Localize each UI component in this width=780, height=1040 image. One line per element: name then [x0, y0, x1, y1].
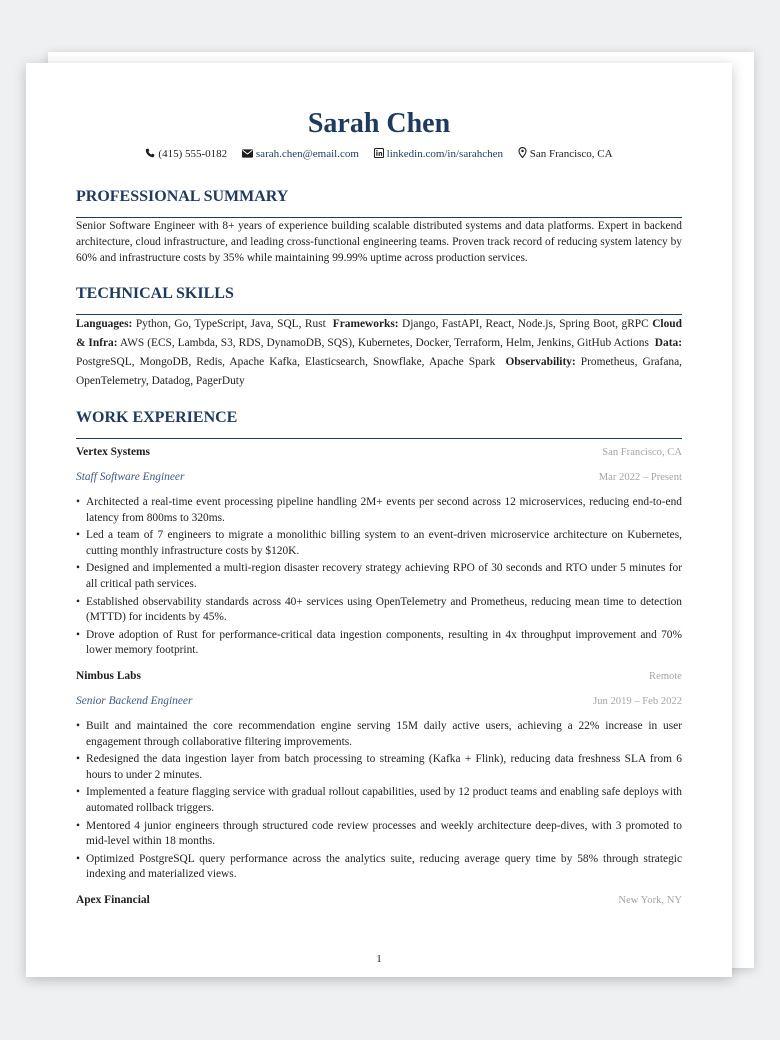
summary-text: Senior Software Engineer with 8+ years of experience building scalable distributed systems and data platforms. Expert in backend architecture, cloud infrastructure, and leading cross-functional engineering teams. Proven track record of reducing system latency by 60% and infrastructure costs by 35% while maintaining 99.99% uptime across production services.	[76, 220, 682, 264]
skill-value: Prometheus, Grafana, OpenTelemetry, Datadog, PagerDuty	[76, 356, 682, 387]
skills-text	[76, 315, 682, 391]
map-pin-icon	[518, 147, 527, 158]
contact-linkedin[interactable]	[374, 147, 503, 161]
skill-value: Django, FastAPI, React, Node.js, Spring Boot, gRPC	[402, 318, 649, 330]
contact-bar	[76, 147, 682, 161]
job-bullets	[76, 719, 682, 883]
skill-label: Observability:	[505, 356, 576, 368]
email-link[interactable]: sarah.chen@email.com	[255, 148, 359, 160]
page-number: 1	[376, 953, 382, 965]
phone-text: (415) 555-0182	[158, 148, 228, 160]
skill-label: Data:	[654, 337, 682, 349]
experience-heading: WORK EXPERIENCE	[76, 408, 682, 439]
skill-label: Frameworks:	[332, 318, 399, 330]
job-dates: Mar 2022 – Present	[598, 472, 682, 483]
linkedin-icon	[374, 148, 384, 158]
job-location: New York, NY	[618, 894, 682, 906]
job-title: Staff Software Engineer	[76, 471, 185, 483]
skill-label: Languages:	[76, 318, 133, 330]
skill-value: Python, Go, TypeScript, Java, SQL, Rust	[135, 318, 326, 330]
list-item: • Optimized PostgreSQL query performance across the analytics suite, reducing average query time by 58% through strategic indexing and materialized views.	[76, 852, 682, 883]
list-item: • Architected a real-time event processing pipeline handling 2M+ events per second across 12 microservices, reducing end-to-end latency from 800ms to 320ms.	[76, 495, 682, 526]
job-entry-nimbus	[76, 669, 682, 883]
skill-value: PostgreSQL, MongoDB, Redis, Apache Kafka, Elasticsearch, Snowflake, Apache Spark	[76, 356, 496, 368]
skill-group-frameworks	[333, 318, 649, 330]
job-entry-apex	[76, 893, 682, 908]
contact-phone[interactable]	[145, 147, 227, 161]
skill-value: AWS (ECS, Lambda, S3, RDS, DynamoDB, SQS), Kubernetes, Docker, Terraform, Helm, Jenkins, GitHub Actions	[119, 337, 649, 349]
job-header	[76, 445, 682, 460]
envelope-icon	[242, 149, 253, 158]
list-item: • Built and maintained the core recommendation engine serving 15M daily active users, achieving a 22% increase in user engagement through collaborative filtering improvements.	[76, 719, 682, 750]
experience-section	[76, 408, 682, 908]
company-name: Nimbus Labs	[76, 669, 141, 682]
job-title: Senior Backend Engineer	[76, 694, 193, 707]
job-role-row	[76, 694, 682, 709]
job-header	[76, 893, 682, 908]
job-header	[76, 669, 682, 684]
skills-section	[76, 284, 682, 391]
company-name: Apex Financial	[76, 893, 150, 906]
summary-section	[76, 187, 682, 266]
list-item: • Led a team of 7 engineers to migrate a monolithic billing system to an event-driven microservice architecture on Kubernetes, cutting monthly infrastructure costs by $120K.	[76, 528, 682, 559]
list-item: • Redesigned the data ingestion layer from batch processing to streaming (Kafka + Flink), reducing data freshness SLA from 6 hours to under 2 minutes.	[76, 752, 682, 783]
company-name: Vertex Systems	[76, 446, 150, 458]
job-dates: Jun 2019 – Feb 2022	[593, 695, 682, 707]
job-entry-vertex	[76, 445, 682, 659]
skill-group-languages	[76, 318, 326, 330]
contact-email[interactable]	[242, 147, 359, 161]
linkedin-link[interactable]: linkedin.com/in/sarahchen	[386, 148, 504, 160]
job-location: Remote	[649, 670, 682, 682]
list-item: • Implemented a feature flagging service with gradual rollout capabilities, used by 12 product teams and enabling safe deploys with automated rollback triggers.	[76, 785, 682, 816]
job-role-row	[76, 470, 682, 485]
list-item: • Drove adoption of Rust for performance-critical data ingestion components, resulting in 4x throughput improvement and 70% lower memory footprint.	[76, 628, 682, 659]
skill-label: Cloud & Infra:	[76, 318, 682, 349]
list-item: • Designed and implemented a multi-region disaster recovery strategy achieving RPO of 30 seconds and RTO under 5 minutes for all critical path services.	[76, 561, 682, 592]
contact-location	[518, 147, 613, 161]
candidate-name: Sarah Chen	[307, 108, 451, 139]
job-location: San Francisco, CA	[602, 447, 682, 458]
list-item: • Established observability standards across 40+ services using OpenTelemetry and Prometheus, reducing mean time to detection (MTTD) for incidents by 45%.	[76, 595, 682, 626]
skills-heading: TECHNICAL SKILLS	[76, 284, 682, 315]
list-item: • Mentored 4 junior engineers through structured code review processes and weekly architecture deep-dives, with 3 promoted to mid-level within 18 months.	[76, 819, 682, 850]
summary-heading: PROFESSIONAL SUMMARY	[76, 187, 682, 218]
phone-icon	[145, 148, 155, 158]
resume-page	[26, 63, 732, 977]
location-text: San Francisco, CA	[529, 148, 613, 160]
job-bullets	[76, 495, 682, 659]
